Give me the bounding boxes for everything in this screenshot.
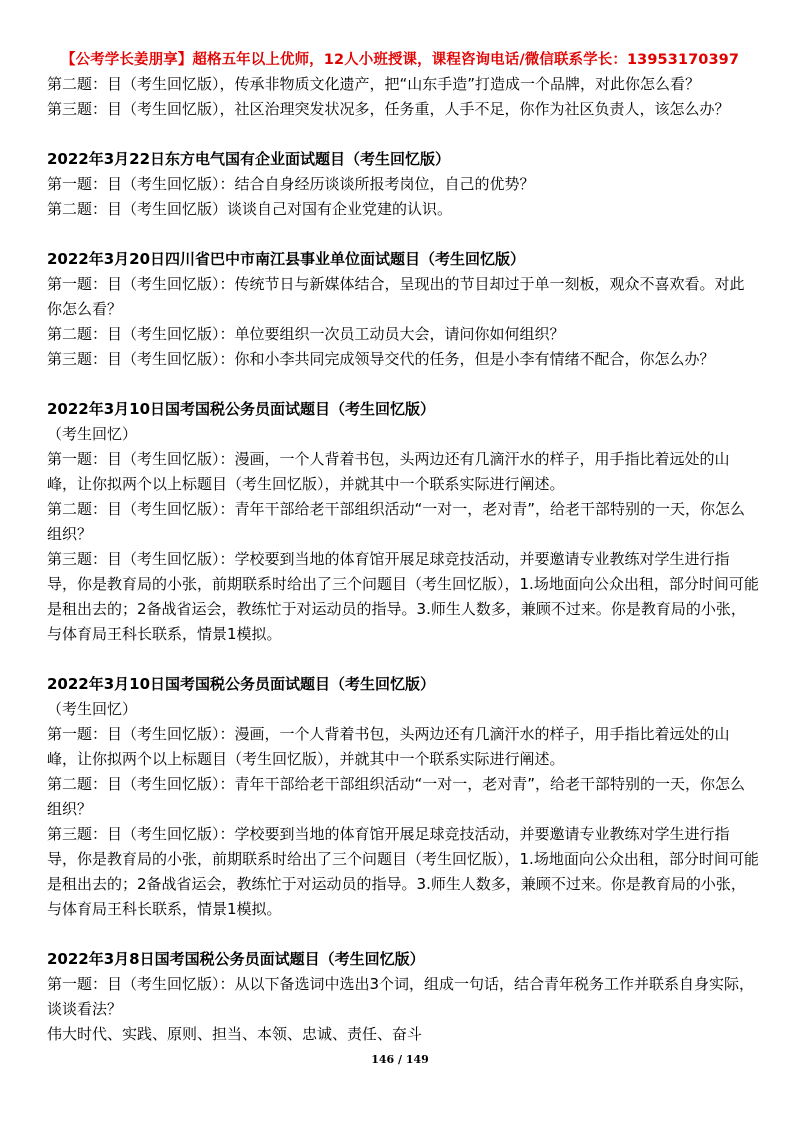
section-title: 2022年3月10日国考国税公务员面试题目（考生回忆版） (47, 400, 436, 418)
question-line: 第三题：目（考生回忆版）：你和小李共同完成领导交代的任务，但是小李有情绪不配合，你怎么办？ (47, 350, 715, 368)
question-line: （考生回忆） (47, 700, 138, 718)
question-line: （考生回忆） (47, 425, 138, 443)
section-title: 2022年3月8日国考国税公务员面试题目（考生回忆版） (47, 950, 425, 968)
question-line: 第二题：目（考生回忆版）：单位要组织一次员工动员大会，请问你如何组织？ (47, 325, 565, 343)
section-title: 2022年3月22日东方电气国有企业面试题目（考生回忆版） (47, 150, 451, 168)
header-banner: 【公考学长姜朋享】超格五年以上优师，12人小班授课，课程咨询电话/微信联系学长：13953170397 (60, 52, 740, 68)
question-line: 第三题：目（考生回忆版）：学校要到当地的体育馆开展足球竞技活动，并要邀请专业教练对学生进行指导，你是教育局的小张，前期联系时给出了三个问题目（考生回忆版），1.场地面向公众出租，部分时间可能是租出去的；2备战省运会，教练忙于对运动员的指导。3.师生人数多，兼顾不过来。你是教育局的小张，与体育局王科长联系，情景1模拟。 (47, 825, 759, 918)
document-body (47, 72, 759, 1047)
question-line: 第二题：目（考生回忆版）：青年干部给老干部组织活动“一对一，老对青”，给老干部特别的一天，你怎么组织？ (47, 500, 746, 543)
question-line: 第一题：目（考生回忆版）：结合自身经历谈谈所报考岗位，自己的优势？ (47, 175, 535, 193)
question-line: 第一题：目（考生回忆版）：传统节日与新媒体结合，呈现出的节目却过于单一刻板，观众不喜欢看。对此你怎么看？ (47, 275, 745, 318)
page-number: 146 / 149 (371, 1053, 429, 1066)
question-line: 第一题：目（考生回忆版）：从以下备选词中选出3个词，组成一句话，结合青年税务工作并联系自身实际，谈谈看法？ (47, 975, 755, 1018)
question-line: 第二题：目（考生回忆版）：青年干部给老干部组织活动“一对一，老对青”，给老干部特别的一天，你怎么组织？ (47, 775, 746, 818)
question-line: 第一题：目（考生回忆版）：漫画，一个人背着书包，头两边还有几滴汗水的样子，用手指比着远处的山峰，让你拟两个以上标题目（考生回忆版），并就其中一个联系实际进行阐述。 (47, 450, 730, 493)
question-line: 第三题：目（考生回忆版）：学校要到当地的体育馆开展足球竞技活动，并要邀请专业教练对学生进行指导，你是教育局的小张，前期联系时给出了三个问题目（考生回忆版），1.场地面向公众出租，部分时间可能是租出去的；2备战省运会，教练忙于对运动员的指导。3.师生人数多，兼顾不过来。你是教育局的小张，与体育局王科长联系，情景1模拟。 (47, 550, 759, 643)
section-title: 2022年3月20日四川省巴中市南江县事业单位面试题目（考生回忆版） (47, 250, 526, 268)
question-line: 伟大时代、实践、原则、担当、本领、忠诚、责任、奋斗 (47, 1025, 423, 1043)
question-line: 第一题：目（考生回忆版）：漫画，一个人背着书包，头两边还有几滴汗水的样子，用手指比着远处的山峰，让你拟两个以上标题目（考生回忆版），并就其中一个联系实际进行阐述。 (47, 725, 730, 768)
question-line: 第二题：目（考生回忆版）谈谈自己对国有企业党建的认识。 (47, 200, 453, 218)
intro-line: 第二题：目（考生回忆版），传承非物质文化遗产，把“山东手造”打造成一个品牌，对此你怎么看？ (47, 75, 701, 93)
intro-line: 第三题：目（考生回忆版），社区治理突发状况多，任务重，人手不足，你作为社区负责人，该怎么办？ (47, 100, 730, 118)
section-title: 2022年3月10日国考国税公务员面试题目（考生回忆版） (47, 675, 436, 693)
